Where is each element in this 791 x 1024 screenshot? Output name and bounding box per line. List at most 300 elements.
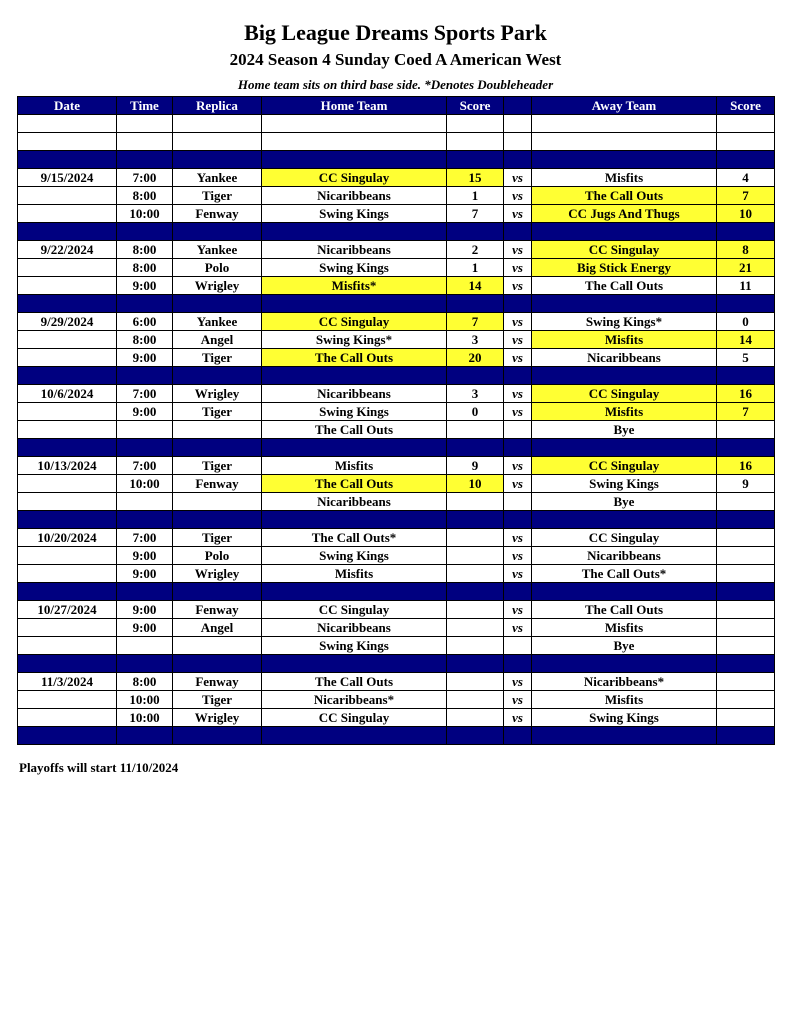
replica-cell <box>173 511 262 529</box>
away-team-cell: Swing Kings <box>532 709 717 727</box>
col-header-vs <box>504 97 532 115</box>
home-score-cell <box>447 439 504 457</box>
time-cell <box>117 583 173 601</box>
vs-cell: vs <box>504 673 532 691</box>
vs-cell: vs <box>504 529 532 547</box>
replica-cell: Yankee <box>173 313 262 331</box>
away-score-cell: 8 <box>717 241 775 259</box>
vs-cell: vs <box>504 403 532 421</box>
replica-cell: Tiger <box>173 349 262 367</box>
away-score-cell <box>717 691 775 709</box>
away-team-cell: Misfits <box>532 169 717 187</box>
vs-cell <box>504 115 532 133</box>
replica-cell <box>173 493 262 511</box>
vs-cell: vs <box>504 169 532 187</box>
time-cell <box>117 727 173 745</box>
away-team-cell: The Call Outs <box>532 187 717 205</box>
schedule-note: Home team sits on third base side. *Denotes Doubleheader <box>237 77 554 92</box>
vs-cell: vs <box>504 691 532 709</box>
replica-cell: Wrigley <box>173 277 262 295</box>
away-team-cell <box>532 367 717 385</box>
date-cell <box>18 565 117 583</box>
vs-cell <box>504 223 532 241</box>
home-score-cell <box>447 709 504 727</box>
vs-cell <box>504 133 532 151</box>
replica-cell <box>173 133 262 151</box>
away-team-cell: Misfits <box>532 331 717 349</box>
time-cell: 8:00 <box>117 187 173 205</box>
away-score-cell <box>717 637 775 655</box>
away-score-cell: 21 <box>717 259 775 277</box>
home-team-cell <box>262 727 447 745</box>
game-row <box>18 547 775 565</box>
date-cell <box>18 475 117 493</box>
home-score-cell <box>447 133 504 151</box>
home-score-cell: 3 <box>447 385 504 403</box>
away-score-cell: 16 <box>717 385 775 403</box>
home-team-cell: The Call Outs* <box>262 529 447 547</box>
away-score-cell: 11 <box>717 277 775 295</box>
date-cell <box>18 655 117 673</box>
vs-cell: vs <box>504 385 532 403</box>
away-score-cell <box>717 565 775 583</box>
col-header-date: Date <box>18 97 117 115</box>
home-score-cell <box>447 421 504 439</box>
date-cell <box>18 511 117 529</box>
date-cell <box>18 493 117 511</box>
date-cell <box>18 133 117 151</box>
away-team-cell <box>532 439 717 457</box>
time-cell: 7:00 <box>117 169 173 187</box>
home-team-cell: Nicaribbeans <box>262 493 447 511</box>
date-cell <box>18 691 117 709</box>
time-cell: 10:00 <box>117 691 173 709</box>
date-cell <box>18 115 117 133</box>
replica-cell: Fenway <box>173 673 262 691</box>
home-team-cell: Swing Kings <box>262 637 447 655</box>
date-cell: 10/20/2024 <box>18 529 117 547</box>
home-score-cell <box>447 619 504 637</box>
time-cell: 8:00 <box>117 241 173 259</box>
away-team-cell: Nicaribbeans <box>532 349 717 367</box>
away-team-cell: CC Singulay <box>532 529 717 547</box>
vs-cell: vs <box>504 457 532 475</box>
away-score-cell <box>717 439 775 457</box>
home-team-cell <box>262 151 447 169</box>
time-cell <box>117 655 173 673</box>
away-team-cell <box>532 655 717 673</box>
away-team-cell <box>532 133 717 151</box>
vs-cell <box>504 367 532 385</box>
time-cell: 9:00 <box>117 349 173 367</box>
home-score-cell <box>447 547 504 565</box>
replica-cell <box>173 637 262 655</box>
home-score-cell <box>447 673 504 691</box>
away-score-cell <box>717 709 775 727</box>
away-score-cell: 0 <box>717 313 775 331</box>
date-cell: 9/15/2024 <box>18 169 117 187</box>
date-cell <box>18 331 117 349</box>
date-cell <box>18 421 117 439</box>
time-cell <box>117 511 173 529</box>
home-team-cell: Nicaribbeans* <box>262 691 447 709</box>
vs-cell <box>504 151 532 169</box>
away-score-cell: 7 <box>717 187 775 205</box>
away-score-cell <box>717 151 775 169</box>
replica-cell: Tiger <box>173 187 262 205</box>
replica-cell: Yankee <box>173 241 262 259</box>
separator-row <box>18 223 775 241</box>
home-team-cell: CC Singulay <box>262 169 447 187</box>
vs-cell: vs <box>504 313 532 331</box>
replica-cell: Polo <box>173 259 262 277</box>
home-score-cell: 10 <box>447 475 504 493</box>
date-cell <box>18 151 117 169</box>
away-score-cell: 16 <box>717 457 775 475</box>
game-row <box>18 673 775 691</box>
away-team-cell <box>532 511 717 529</box>
time-cell <box>117 151 173 169</box>
time-cell <box>117 493 173 511</box>
time-cell: 9:00 <box>117 601 173 619</box>
away-team-cell: Swing Kings* <box>532 313 717 331</box>
col-header-away-team: Away Team <box>532 97 717 115</box>
game-row <box>18 601 775 619</box>
time-cell <box>117 295 173 313</box>
vs-cell: vs <box>504 565 532 583</box>
home-team-cell <box>262 367 447 385</box>
away-team-cell: CC Jugs And Thugs <box>532 205 717 223</box>
game-row <box>18 709 775 727</box>
time-cell: 6:00 <box>117 313 173 331</box>
time-cell <box>117 367 173 385</box>
game-row <box>18 313 775 331</box>
game-row <box>18 421 775 439</box>
away-score-cell <box>717 421 775 439</box>
home-score-cell <box>447 115 504 133</box>
home-score-cell: 15 <box>447 169 504 187</box>
date-cell <box>18 259 117 277</box>
date-cell: 9/29/2024 <box>18 313 117 331</box>
time-cell: 10:00 <box>117 709 173 727</box>
separator-row <box>18 367 775 385</box>
away-team-cell: Bye <box>532 421 717 439</box>
replica-cell <box>173 223 262 241</box>
date-cell <box>18 583 117 601</box>
replica-cell <box>173 439 262 457</box>
away-score-cell <box>717 619 775 637</box>
game-row <box>18 403 775 421</box>
home-team-cell: CC Singulay <box>262 313 447 331</box>
away-team-cell <box>532 727 717 745</box>
date-cell: 9/22/2024 <box>18 241 117 259</box>
date-cell <box>18 277 117 295</box>
replica-cell <box>173 295 262 313</box>
playoffs-note: Playoffs will start 11/10/2024 <box>19 760 179 775</box>
replica-cell: Wrigley <box>173 565 262 583</box>
away-team-cell: Bye <box>532 493 717 511</box>
home-team-cell: The Call Outs <box>262 349 447 367</box>
replica-cell <box>173 727 262 745</box>
away-team-cell: CC Singulay <box>532 385 717 403</box>
away-score-cell: 10 <box>717 205 775 223</box>
away-team-cell <box>532 223 717 241</box>
replica-cell: Tiger <box>173 691 262 709</box>
date-cell: 10/13/2024 <box>18 457 117 475</box>
vs-cell <box>504 583 532 601</box>
away-score-cell <box>717 115 775 133</box>
vs-cell: vs <box>504 331 532 349</box>
home-team-cell: Misfits <box>262 565 447 583</box>
away-team-cell: Big Stick Energy <box>532 259 717 277</box>
game-row <box>18 565 775 583</box>
replica-cell: Fenway <box>173 205 262 223</box>
home-team-cell <box>262 439 447 457</box>
away-score-cell <box>717 133 775 151</box>
home-score-cell <box>447 367 504 385</box>
replica-cell: Polo <box>173 547 262 565</box>
home-team-cell: The Call Outs <box>262 475 447 493</box>
vs-cell: vs <box>504 349 532 367</box>
date-cell <box>18 367 117 385</box>
away-score-cell <box>717 295 775 313</box>
date-cell: 10/6/2024 <box>18 385 117 403</box>
time-cell: 8:00 <box>117 331 173 349</box>
away-score-cell <box>717 655 775 673</box>
home-score-cell <box>447 223 504 241</box>
away-score-cell: 9 <box>717 475 775 493</box>
separator-row <box>18 151 775 169</box>
replica-cell: Fenway <box>173 601 262 619</box>
time-cell: 9:00 <box>117 403 173 421</box>
home-team-cell: Swing Kings <box>262 205 447 223</box>
home-team-cell: Swing Kings <box>262 403 447 421</box>
date-cell <box>18 727 117 745</box>
away-team-cell: Misfits <box>532 619 717 637</box>
time-cell: 8:00 <box>117 673 173 691</box>
date-cell <box>18 439 117 457</box>
away-score-cell: 5 <box>717 349 775 367</box>
away-team-cell: Nicaribbeans* <box>532 673 717 691</box>
home-team-cell <box>262 133 447 151</box>
vs-cell: vs <box>504 241 532 259</box>
home-score-cell <box>447 151 504 169</box>
away-score-cell <box>717 511 775 529</box>
time-cell: 10:00 <box>117 475 173 493</box>
home-team-cell <box>262 115 447 133</box>
home-score-cell <box>447 529 504 547</box>
game-row <box>18 331 775 349</box>
game-row <box>18 169 775 187</box>
away-team-cell: Nicaribbeans <box>532 547 717 565</box>
vs-cell: vs <box>504 619 532 637</box>
game-row <box>18 691 775 709</box>
away-team-cell: Misfits <box>532 691 717 709</box>
date-cell <box>18 547 117 565</box>
home-team-cell: Swing Kings* <box>262 331 447 349</box>
home-team-cell <box>262 295 447 313</box>
vs-cell <box>504 511 532 529</box>
home-score-cell <box>447 637 504 655</box>
away-score-cell <box>717 601 775 619</box>
home-score-cell: 1 <box>447 187 504 205</box>
col-header-replica: Replica <box>173 97 262 115</box>
vs-cell: vs <box>504 547 532 565</box>
away-team-cell <box>532 151 717 169</box>
home-team-cell: The Call Outs <box>262 673 447 691</box>
replica-cell: Wrigley <box>173 709 262 727</box>
replica-cell: Tiger <box>173 529 262 547</box>
replica-cell <box>173 115 262 133</box>
game-row <box>18 277 775 295</box>
time-cell <box>117 133 173 151</box>
away-score-cell: 7 <box>717 403 775 421</box>
away-team-cell <box>532 583 717 601</box>
time-cell: 10:00 <box>117 205 173 223</box>
vs-cell <box>504 421 532 439</box>
time-cell <box>117 637 173 655</box>
blank-row <box>18 133 775 151</box>
date-cell <box>18 403 117 421</box>
separator-row <box>18 727 775 745</box>
time-cell: 7:00 <box>117 385 173 403</box>
replica-cell <box>173 655 262 673</box>
away-team-cell: The Call Outs <box>532 277 717 295</box>
home-score-cell: 9 <box>447 457 504 475</box>
away-team-cell <box>532 115 717 133</box>
home-team-cell <box>262 655 447 673</box>
replica-cell <box>173 421 262 439</box>
separator-row <box>18 655 775 673</box>
separator-row <box>18 583 775 601</box>
vs-cell: vs <box>504 205 532 223</box>
away-score-cell: 14 <box>717 331 775 349</box>
separator-row <box>18 295 775 313</box>
vs-cell: vs <box>504 277 532 295</box>
vs-cell <box>504 727 532 745</box>
replica-cell: Tiger <box>173 457 262 475</box>
home-team-cell: Nicaribbeans <box>262 619 447 637</box>
game-row <box>18 259 775 277</box>
vs-cell: vs <box>504 475 532 493</box>
game-row <box>18 457 775 475</box>
page-title: Big League Dreams Sports Park <box>244 20 547 45</box>
home-team-cell: Misfits <box>262 457 447 475</box>
home-team-cell: CC Singulay <box>262 709 447 727</box>
away-score-cell <box>717 727 775 745</box>
date-cell <box>18 619 117 637</box>
separator-row <box>18 439 775 457</box>
time-cell: 9:00 <box>117 547 173 565</box>
date-cell: 11/3/2024 <box>18 673 117 691</box>
away-score-cell <box>717 367 775 385</box>
game-row <box>18 385 775 403</box>
away-score-cell <box>717 529 775 547</box>
home-team-cell: CC Singulay <box>262 601 447 619</box>
home-score-cell <box>447 583 504 601</box>
schedule-table <box>17 96 775 745</box>
home-score-cell: 2 <box>447 241 504 259</box>
away-team-cell: Bye <box>532 637 717 655</box>
game-row <box>18 493 775 511</box>
vs-cell <box>504 637 532 655</box>
game-row <box>18 187 775 205</box>
time-cell: 9:00 <box>117 619 173 637</box>
home-team-cell: Misfits* <box>262 277 447 295</box>
home-team-cell: Nicaribbeans <box>262 187 447 205</box>
col-header-time: Time <box>117 97 173 115</box>
home-team-cell: Nicaribbeans <box>262 385 447 403</box>
vs-cell: vs <box>504 187 532 205</box>
replica-cell <box>173 151 262 169</box>
away-score-cell <box>717 223 775 241</box>
home-team-cell <box>262 223 447 241</box>
home-score-cell: 0 <box>447 403 504 421</box>
away-team-cell: CC Singulay <box>532 457 717 475</box>
home-score-cell <box>447 565 504 583</box>
away-team-cell <box>532 295 717 313</box>
home-score-cell: 7 <box>447 313 504 331</box>
home-team-cell: Swing Kings <box>262 259 447 277</box>
away-team-cell: Misfits <box>532 403 717 421</box>
separator-row <box>18 511 775 529</box>
time-cell: 9:00 <box>117 565 173 583</box>
date-cell <box>18 187 117 205</box>
replica-cell: Tiger <box>173 403 262 421</box>
replica-cell: Angel <box>173 331 262 349</box>
home-score-cell <box>447 511 504 529</box>
home-score-cell: 20 <box>447 349 504 367</box>
page-subtitle: 2024 Season 4 Sunday Coed A American West <box>229 50 562 69</box>
game-row <box>18 349 775 367</box>
date-cell <box>18 349 117 367</box>
game-row <box>18 619 775 637</box>
time-cell: 7:00 <box>117 529 173 547</box>
schedule-body <box>18 115 775 745</box>
away-team-cell: Swing Kings <box>532 475 717 493</box>
away-team-cell: The Call Outs* <box>532 565 717 583</box>
home-score-cell: 7 <box>447 205 504 223</box>
home-team-cell: Nicaribbeans <box>262 241 447 259</box>
date-cell <box>18 709 117 727</box>
replica-cell: Wrigley <box>173 385 262 403</box>
replica-cell: Yankee <box>173 169 262 187</box>
replica-cell <box>173 583 262 601</box>
time-cell <box>117 439 173 457</box>
home-score-cell <box>447 295 504 313</box>
time-cell <box>117 421 173 439</box>
home-score-cell <box>447 691 504 709</box>
blank-row <box>18 115 775 133</box>
date-cell: 10/27/2024 <box>18 601 117 619</box>
away-score-cell <box>717 583 775 601</box>
header-row <box>18 97 775 115</box>
vs-cell: vs <box>504 259 532 277</box>
vs-cell <box>504 493 532 511</box>
away-score-cell <box>717 673 775 691</box>
vs-cell <box>504 295 532 313</box>
col-header-home-score: Score <box>447 97 504 115</box>
home-score-cell <box>447 601 504 619</box>
home-team-cell <box>262 511 447 529</box>
home-team-cell: Swing Kings <box>262 547 447 565</box>
home-team-cell: The Call Outs <box>262 421 447 439</box>
game-row <box>18 205 775 223</box>
date-cell <box>18 205 117 223</box>
home-score-cell: 1 <box>447 259 504 277</box>
away-team-cell: CC Singulay <box>532 241 717 259</box>
vs-cell <box>504 655 532 673</box>
